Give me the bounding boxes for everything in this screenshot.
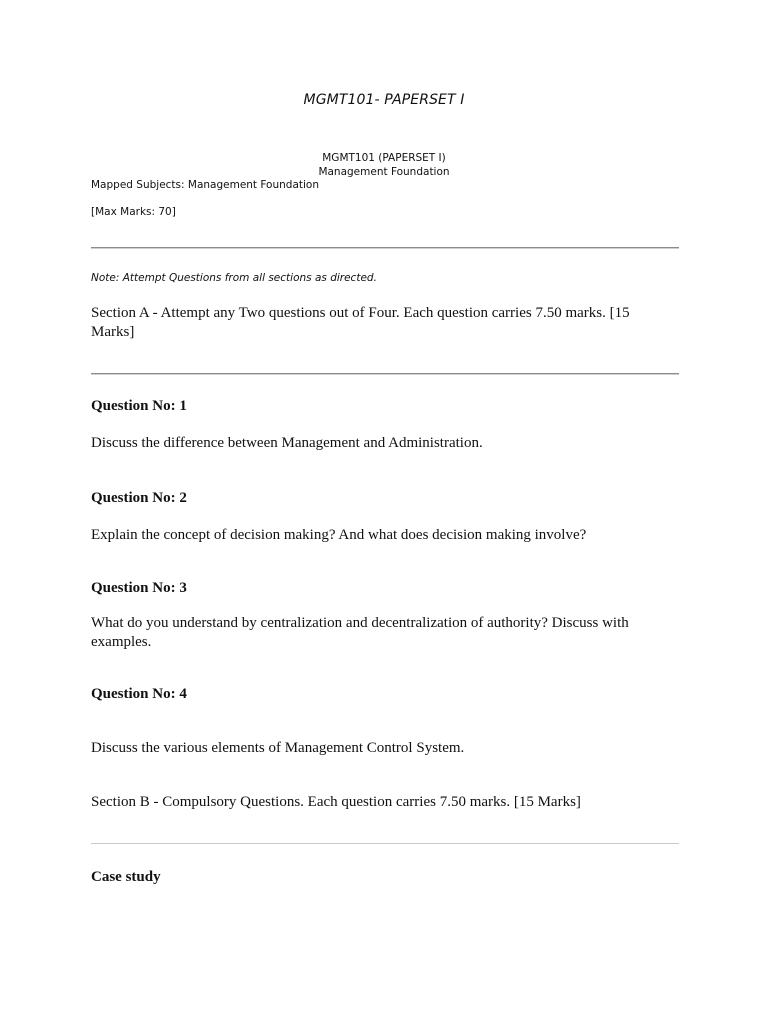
instructions-note: Note: Attempt Questions from all sections as directed. [91,272,377,284]
max-marks: [Max Marks: 70] [91,206,176,218]
paper-code: MGMT101 (PAPERSET I) [322,152,446,164]
section-a-instructions: Section A - Attempt any Two questions out of Four. Each question carries 7.50 marks. [15 Marks] [91,305,630,340]
divider-top [91,247,679,249]
mapped-subjects: Mapped Subjects: Management Foundation [91,179,320,191]
subject-name: Management Foundation [318,166,450,178]
question-3-heading: Question No: 3 [91,580,187,596]
question-1-text: Discuss the difference between Management and Administration. [91,435,483,451]
divider-section-a [91,373,679,375]
question-4-text: Discuss the various elements of Management Control System. [91,740,465,756]
case-study-heading: Case study [91,869,161,885]
section-b-instructions: Section B - Compulsory Questions. Each question carries 7.50 marks. [15 Marks] [91,794,581,810]
question-2-heading: Question No: 2 [91,490,187,506]
question-3-text: What do you understand by centralization and decentralization of authority? Discuss with examples. [91,615,629,650]
document-title: MGMT101- PAPERSET I [303,92,465,108]
question-1-heading: Question No: 1 [91,398,187,414]
question-4-heading: Question No: 4 [91,686,187,702]
divider-section-b [91,843,679,844]
question-2-text: Explain the concept of decision making? And what does decision making involve? [91,527,587,543]
